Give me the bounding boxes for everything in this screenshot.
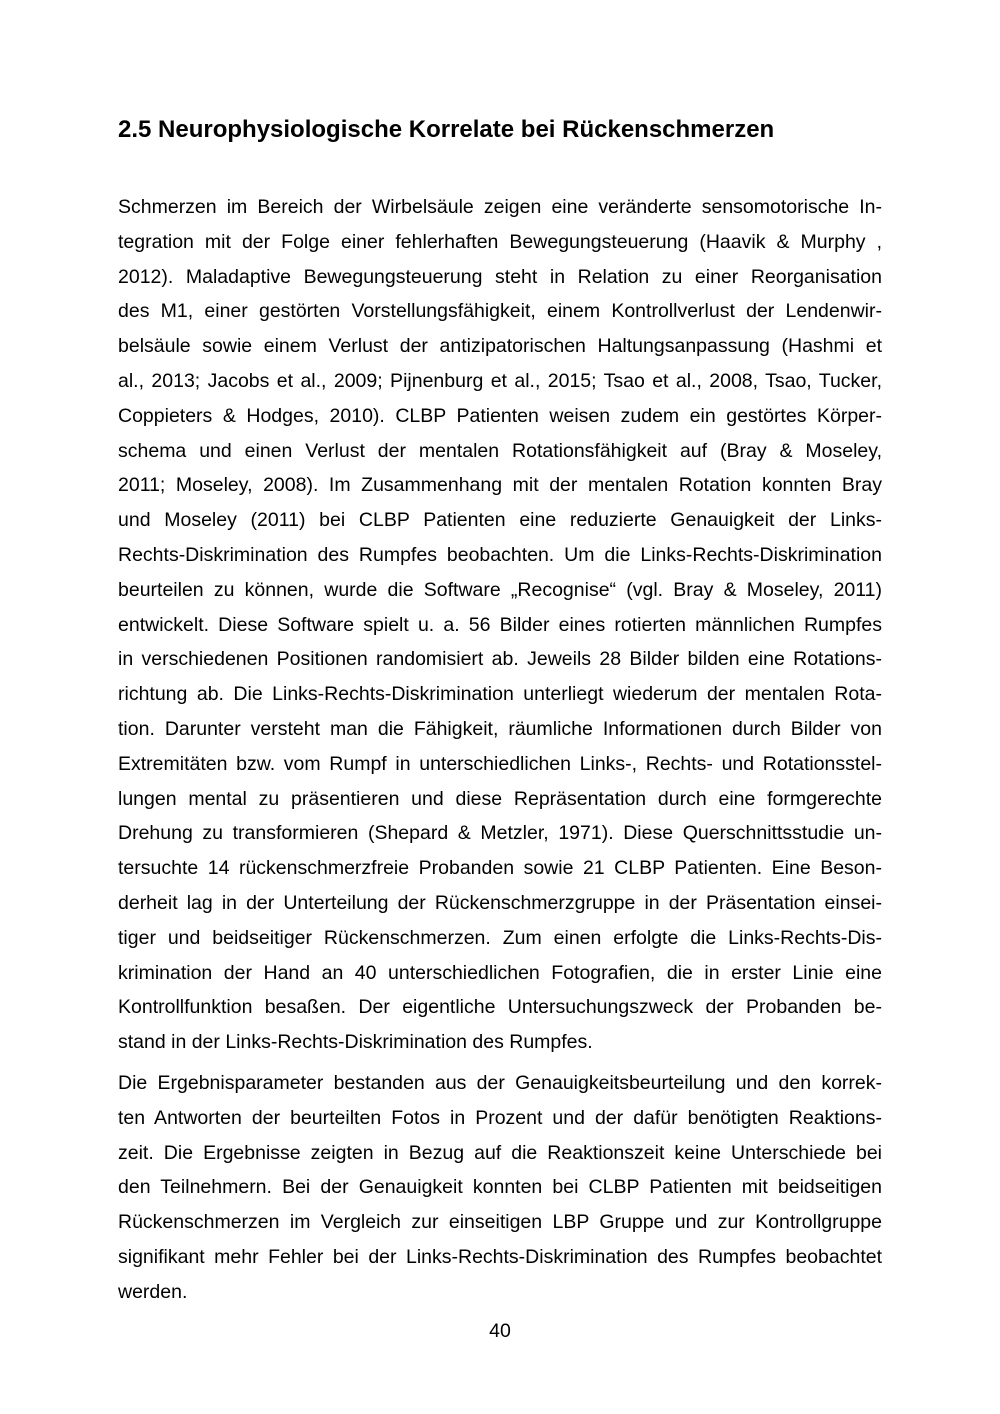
text-line: tegration mit der Folge einer fehlerhaften Bewegungsteuerung (Haavik & Murphy , <box>118 230 882 253</box>
text-line: Die Ergebnisparameter bestanden aus der Genauigkeitsbeurteilung und den korrek- <box>118 1071 882 1094</box>
text-line: al., 2013; Jacobs et al., 2009; Pijnenburg et al., 2015; Tsao et al., 2008, Tsao, Tucker, <box>118 369 882 392</box>
text-line: und Moseley (2011) bei CLBP Patienten eine reduzierte Genauigkeit der Links- <box>118 509 882 532</box>
text-line: Coppieters & Hodges, 2010). CLBP Patienten weisen zudem ein gestörtes Körper- <box>118 404 882 427</box>
text-line: in verschiedenen Positionen randomisiert ab. Jeweils 28 Bilder bilden eine Rotations- <box>118 648 882 671</box>
page-number: 40 <box>489 1319 511 1342</box>
paragraph <box>118 190 882 1060</box>
text-line: tersuchte 14 rückenschmerzfreie Probanden sowie 21 CLBP Patienten. Eine Beson- <box>118 857 882 880</box>
text-line: 2011; Moseley, 2008). Im Zusammenhang mit der mentalen Rotation konnten Bray <box>118 474 882 497</box>
text-line: lungen mental zu präsentieren und diese Repräsentation durch eine formgerechte <box>118 787 882 810</box>
text-line: des M1, einer gestörten Vorstellungsfähigkeit, einem Kontrollverlust der Lendenwir- <box>118 300 882 323</box>
text-line: richtung ab. Die Links-Rechts-Diskrimination unterliegt wiederum der mentalen Rota- <box>118 683 882 706</box>
text-line: den Teilnehmern. Bei der Genauigkeit konnten bei CLBP Patienten mit beidseitigen <box>118 1176 882 1199</box>
text-line: Extremitäten bzw. vom Rumpf in unterschiedlichen Links-, Rechts- und Rotationsstel- <box>118 752 882 775</box>
text-line: stand in der Links-Rechts-Diskrimination des Rumpfes. <box>118 1031 593 1054</box>
text-line: schema und einen Verlust der mentalen Rotationsfähigkeit auf (Bray & Moseley, <box>118 439 882 462</box>
text-line: Rechts-Diskrimination des Rumpfes beobachten. Um die Links-Rechts-Diskrimination <box>118 543 882 566</box>
text-line: ten Antworten der beurteilten Fotos in Prozent und der dafür benötigten Reaktions- <box>118 1106 882 1129</box>
text-line: zeit. Die Ergebnisse zeigten in Bezug auf die Reaktionszeit keine Unterschiede bei <box>118 1141 882 1164</box>
section-heading: 2.5 Neurophysiologische Korrelate bei Rückenschmerzen <box>118 116 775 143</box>
text-line: Kontrollfunktion besaßen. Der eigentliche Untersuchungszweck der Probanden be- <box>118 996 882 1019</box>
text-line: 2012). Maladaptive Bewegungsteuerung steht in Relation zu einer Reorganisation <box>118 265 882 288</box>
text-line: krimination der Hand an 40 unterschiedlichen Fotografien, die in erster Linie eine <box>118 961 882 984</box>
text-line: tiger und beidseitiger Rückenschmerzen. Zum einen erfolgte die Links-Rechts-Dis- <box>118 926 882 949</box>
paragraph <box>118 1066 882 1310</box>
text-line: signifikant mehr Fehler bei der Links-Rechts-Diskrimination des Rumpfes beobachtet <box>118 1245 882 1268</box>
text-line: Drehung zu transformieren (Shepard & Metzler, 1971). Diese Querschnittsstudie un- <box>118 822 882 845</box>
body-text <box>118 190 882 1310</box>
text-line: werden. <box>118 1280 188 1303</box>
text-line: tion. Darunter versteht man die Fähigkeit, räumliche Informationen durch Bilder von <box>118 717 882 740</box>
text-line: beurteilen zu können, wurde die Software „Recognise“ (vgl. Bray & Moseley, 2011) <box>118 578 882 601</box>
text-line: entwickelt. Diese Software spielt u. a. 56 Bilder eines rotierten männlichen Rumpfes <box>118 613 882 636</box>
text-line: Rückenschmerzen im Vergleich zur einseitigen LBP Gruppe und zur Kontrollgruppe <box>118 1211 882 1234</box>
text-line: belsäule sowie einem Verlust der antizipatorischen Haltungsanpassung (Hashmi et <box>118 335 882 358</box>
text-line: derheit lag in der Unterteilung der Rückenschmerzgruppe in der Präsentation einsei- <box>118 891 882 914</box>
text-line: Schmerzen im Bereich der Wirbelsäule zeigen eine veränderte sensomotorische In- <box>118 196 882 218</box>
